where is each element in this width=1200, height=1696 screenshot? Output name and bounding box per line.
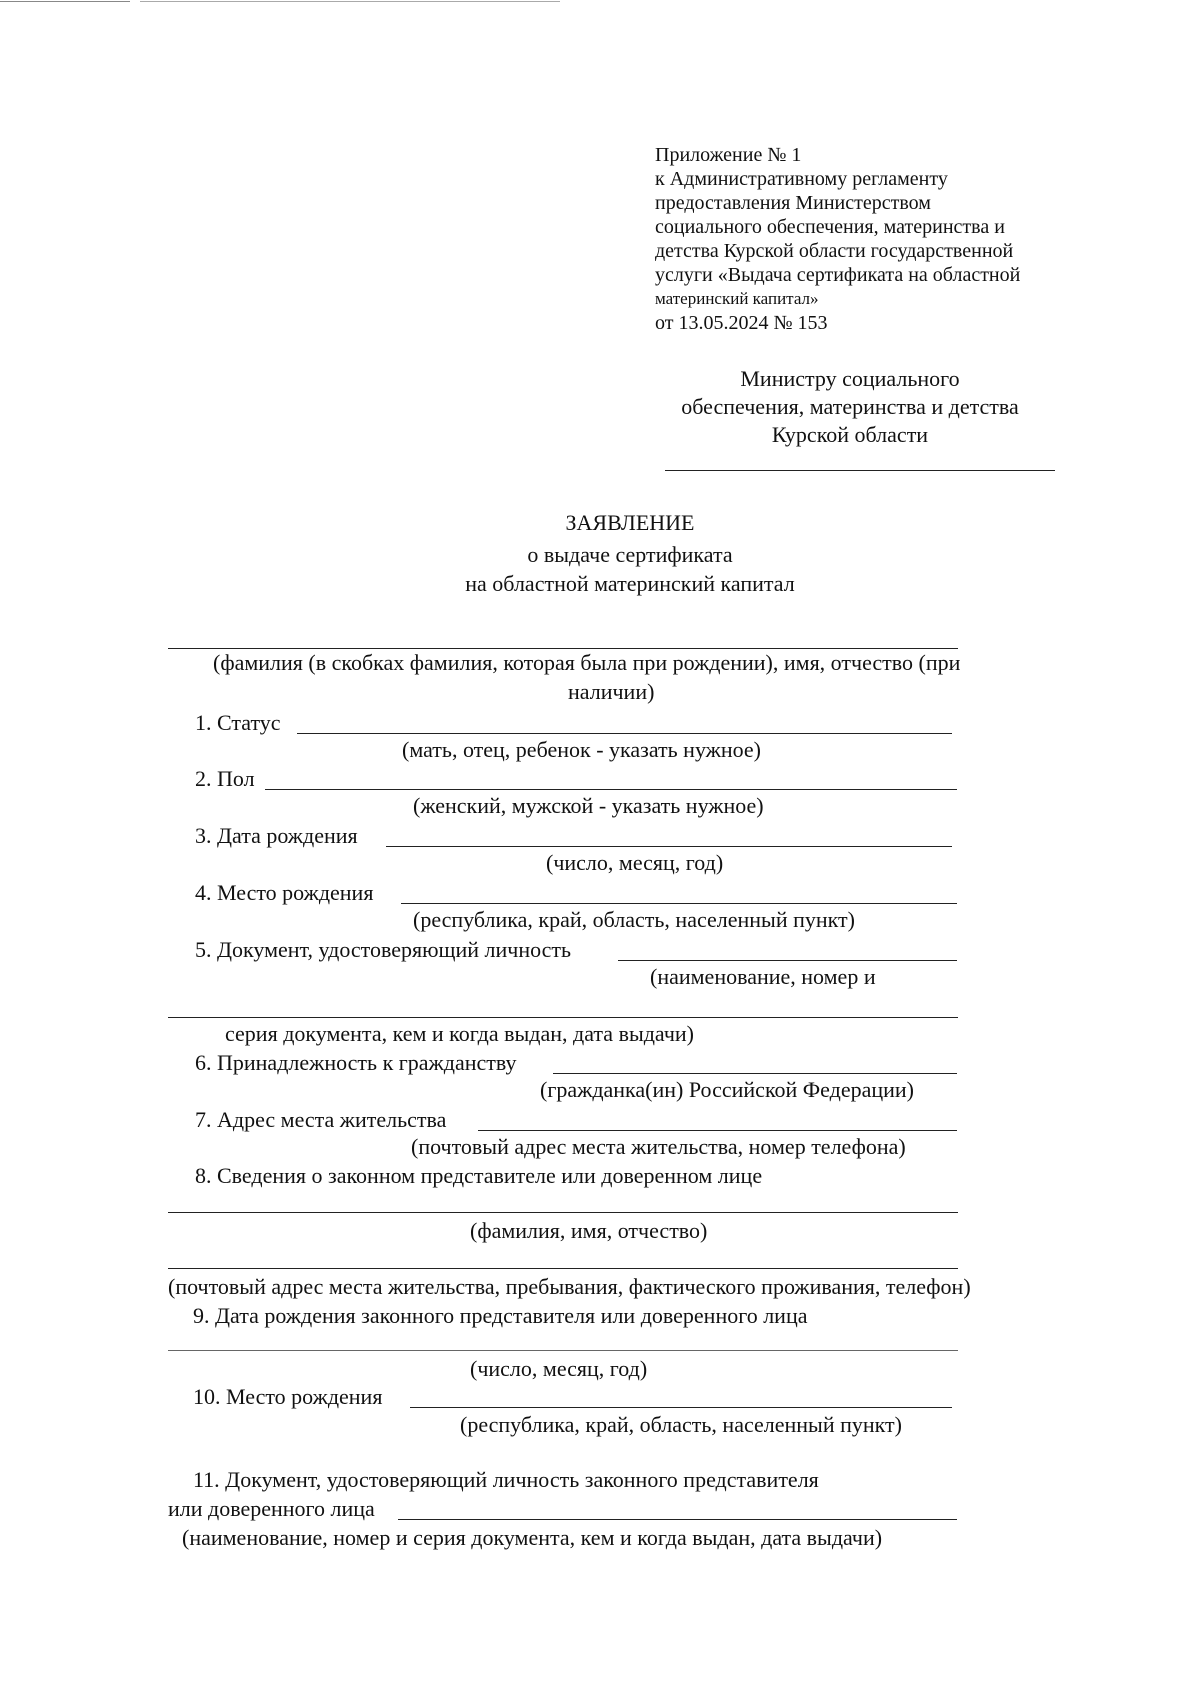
representative-birth-place-hint: (республика, край, область, населенный пункт) <box>460 1412 902 1437</box>
address-hint: (почтовый адрес места жительства, номер телефона) <box>411 1134 906 1159</box>
annex-line: социального обеспечения, материнства и <box>655 216 1005 238</box>
citizenship-field-line <box>553 1073 957 1074</box>
representative-id-label: или доверенного лица <box>168 1496 375 1521</box>
addressee-line: обеспечения, материнства и детства <box>681 394 1019 419</box>
representative-birth-date-label: 9. Дата рождения законного представителя или доверенного лица <box>193 1303 808 1328</box>
birth-place-hint: (республика, край, область, населенный пункт) <box>413 907 855 932</box>
representative-address-line <box>168 1268 958 1269</box>
birth-place-label: 4. Место рождения <box>195 880 374 905</box>
title-main: ЗАЯВЛЕНИЕ <box>565 510 695 535</box>
status-field-line <box>297 733 952 734</box>
addressee-line: Министру социального <box>740 366 960 391</box>
fio-field-line <box>168 648 958 649</box>
citizenship-label: 6. Принадлежность к гражданству <box>195 1050 517 1075</box>
gender-hint: (женский, мужской - указать нужное) <box>413 793 764 818</box>
address-label: 7. Адрес места жительства <box>195 1107 447 1132</box>
id-document-field-line <box>618 960 957 961</box>
annex-line: материнский капитал» <box>655 289 819 308</box>
representative-id-label: 11. Документ, удостоверяющий личность законного представителя <box>193 1467 819 1492</box>
title-sub: на областной материнский капитал <box>465 571 795 596</box>
birth-date-field-line <box>386 846 952 847</box>
id-document-hint: серия документа, кем и когда выдан, дата выдачи) <box>225 1021 694 1046</box>
birth-date-hint: (число, месяц, год) <box>546 850 724 875</box>
annex-line: от 13.05.2024 № 153 <box>655 312 828 334</box>
id-document-hint: (наименование, номер и <box>650 964 876 989</box>
representative-birth-date-hint: (число, месяц, год) <box>470 1356 648 1381</box>
gender-label: 2. Пол <box>195 766 255 791</box>
addressee-line: Курской области <box>771 422 929 447</box>
citizenship-hint: (гражданка(ин) Российской Федерации) <box>540 1077 915 1102</box>
annex-line: к Административному регламенту <box>655 168 948 190</box>
representative-id-field-line <box>398 1519 957 1520</box>
annex-line: предоставления Министерством <box>655 192 931 214</box>
gender-field-line <box>265 789 957 790</box>
annex-line: Приложение № 1 <box>655 144 802 166</box>
id-document-field-line-2 <box>168 1017 958 1018</box>
representative-label: 8. Сведения о законном представителе или доверенном лице <box>195 1163 763 1188</box>
status-hint: (мать, отец, ребенок - указать нужное) <box>402 737 761 762</box>
scan-artifact-line <box>140 1 560 2</box>
fio-hint: наличии) <box>568 679 655 704</box>
representative-birth-place-line <box>410 1407 952 1408</box>
title-sub: о выдаче сертификата <box>527 542 733 567</box>
scan-artifact-line <box>0 1 130 2</box>
representative-name-hint: (фамилия, имя, отчество) <box>470 1218 708 1243</box>
representative-address-hint: (почтовый адрес места жительства, пребывания, фактического проживания, телефон) <box>168 1274 971 1299</box>
id-document-label: 5. Документ, удостоверяющий личность <box>195 937 572 962</box>
status-label: 1. Статус <box>195 710 281 735</box>
representative-birth-date-line <box>168 1350 958 1351</box>
representative-name-line <box>168 1212 958 1213</box>
annex-line: детства Курской области государственной <box>655 240 1014 262</box>
birth-date-label: 3. Дата рождения <box>195 823 358 848</box>
addressee-signature-line <box>665 470 1055 471</box>
representative-birth-place-label: 10. Место рождения <box>193 1384 383 1409</box>
fio-hint: (фамилия (в скобках фамилия, которая была при рождении), имя, отчество (при <box>213 650 961 675</box>
birth-place-field-line <box>401 903 957 904</box>
address-field-line <box>478 1130 957 1131</box>
representative-id-hint: (наименование, номер и серия документа, кем и когда выдан, дата выдачи) <box>182 1525 883 1550</box>
annex-line: услуги «Выдача сертификата на областной <box>655 264 1021 286</box>
